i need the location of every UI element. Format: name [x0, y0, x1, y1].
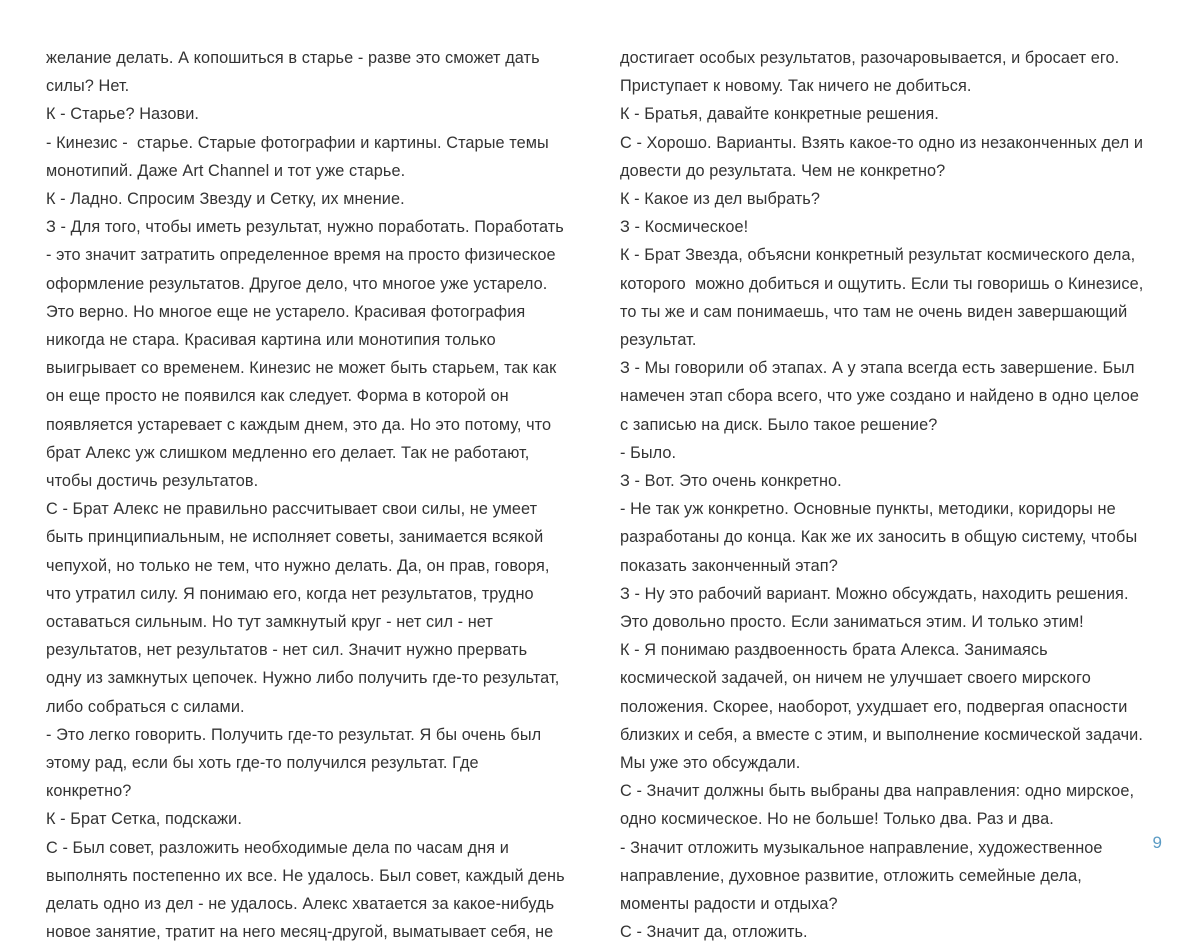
text-line: - Не так уж конкретно. Основные пункты, методики, коридоры не	[620, 500, 1116, 519]
text-line: К - Какое из дел выбрать?	[620, 190, 821, 209]
text-line: результат.	[620, 331, 697, 350]
text-line: то ты же и сам понимаешь, что там не очень виден завершающий	[620, 302, 1128, 321]
text-line: брат Алекс уж слишком медленно его делает. Так не работают,	[46, 443, 530, 462]
text-line: Мы уже это обсуждали.	[620, 754, 801, 773]
text-line: желание делать. А копошиться в старье - разве это сможет дать	[46, 49, 540, 67]
text-line: монотипий. Даже Art Channel и тот уже старье.	[46, 161, 406, 180]
text-line: с записью на диск. Было такое решение?	[620, 415, 938, 434]
text-line: К - Я понимаю раздвоенность брата Алекса. Занимаясь	[620, 641, 1048, 660]
text-line: он еще просто не появился как следует. Форма в которой он	[46, 387, 509, 406]
text-line: - это значит затратить определенное время на просто физическое	[46, 246, 556, 265]
text-line: показать законченный этап?	[620, 556, 838, 575]
text-line: никогда не стара. Красивая картина или монотипия только	[46, 331, 496, 350]
text-line: этому рад, если бы хоть где-то получился результат. Где	[46, 754, 479, 773]
text-line: довести до результата. Чем не конкретно?	[620, 161, 946, 180]
text-line: - Это легко говорить. Получить где-то результат. Я бы очень был	[46, 725, 542, 744]
text-line: З - Ну это рабочий вариант. Можно обсуждать, находить решения.	[620, 584, 1129, 603]
text-line: - Значит отложить музыкальное направление, художественное	[620, 838, 1103, 857]
text-line: З - Вот. Это очень конкретно.	[620, 472, 842, 491]
text-line: оформление результатов. Другое дело, что многое уже устарело.	[46, 274, 548, 293]
text-line: близких и себя, а вместе с этим, и выполнение космической задачи.	[620, 725, 1143, 744]
text-line: выполнять постепенно их все. Не удалось. Был совет, каждый день	[46, 866, 565, 885]
text-line: З - Для того, чтобы иметь результат, нужно поработать. Поработать	[46, 218, 564, 237]
text-line: К - Брат Звезда, объясни конкретный результат космического дела,	[620, 246, 1136, 265]
text-line: которого можно добиться и ощутить. Если ты говоришь о Кинезисе,	[620, 274, 1144, 293]
right-text-column	[620, 44, 1155, 947]
text-line: З - Мы говорили об этапах. А у этапа всегда есть завершение. Был	[620, 359, 1135, 378]
text-line: конкретно?	[46, 782, 132, 801]
text-line: С - Значит да, отложить.	[620, 923, 808, 942]
text-line: Приступает к новому. Так ничего не добиться.	[620, 77, 972, 96]
text-line: быть принципиальным, не исполняет советы, занимается всякой	[46, 528, 544, 547]
text-line: С - Был совет, разложить необходимые дела по часам дня и	[46, 838, 509, 857]
text-line: - Кинезис - старье. Старые фотографии и картины. Старые темы	[46, 133, 549, 152]
text-line: Это верно. Но многое еще не устарело. Красивая фотография	[46, 302, 526, 321]
text-line: Это довольно просто. Если заниматься этим. И только этим!	[620, 613, 1084, 632]
text-line: результатов, нет результатов - нет сил. Значит нужно прервать	[46, 641, 528, 660]
text-line: одно космическое. Но не больше! Только два. Раз и два.	[620, 810, 1054, 829]
text-line: силы? Нет.	[46, 77, 130, 96]
left-text-column	[46, 44, 581, 947]
text-line: что утратил силу. Я понимаю его, когда нет результатов, трудно	[46, 584, 534, 603]
text-line: новое занятие, тратит на него месяц-другой, выматывает себя, не	[46, 923, 554, 942]
text-line: К - Брат Сетка, подскажи.	[46, 810, 242, 829]
text-line: С - Значит должны быть выбраны два направления: одно мирское,	[620, 782, 1135, 801]
text-line: направление, духовное развитие, отложить семейные дела,	[620, 866, 1082, 885]
text-line: делать одно из дел - не удалось. Алекс хватается за какое-нибудь	[46, 895, 555, 914]
text-line: К - Ладно. Спросим Звезду и Сетку, их мнение.	[46, 190, 405, 209]
text-line: либо собраться с силами.	[46, 697, 245, 716]
text-line: появляется устаревает с каждым днем, это да. Но это потому, что	[46, 415, 552, 434]
text-line: - Было.	[620, 443, 677, 462]
text-line: К - Братья, давайте конкретные решения.	[620, 105, 939, 124]
page-number: 9	[1152, 833, 1162, 852]
text-line: одну из замкнутых цепочек. Нужно либо получить где-то результат,	[46, 669, 560, 688]
text-line: намечен этап сбора всего, что уже создано и найдено в одно целое	[620, 387, 1139, 406]
text-line: С - Хорошо. Варианты. Взять какое-то одно из незаконченных дел и	[620, 133, 1144, 152]
two-column-body	[46, 44, 1156, 947]
text-line: моменты радости и отдыха?	[620, 895, 838, 914]
text-line: разработаны до конца. Как же их заносить в общую систему, чтобы	[620, 528, 1138, 547]
text-line: К - Старье? Назови.	[46, 105, 199, 124]
text-line: космической задачей, он ничем не улучшает своего мирского	[620, 669, 1091, 688]
text-line: достигает особых результатов, разочаровывается, и бросает его.	[620, 49, 1120, 67]
text-line: оставаться сильным. Но тут замкнутый круг - нет сил - нет	[46, 613, 493, 632]
text-line: чепухой, но только не тем, что нужно делать. Да, он прав, говоря,	[46, 556, 550, 575]
text-line: выигрывает со временем. Кинезис не может быть старьем, так как	[46, 359, 557, 378]
text-line: положения. Скорее, наоборот, ухудшает его, подвергая опасности	[620, 697, 1128, 716]
text-line: чтобы достичь результатов.	[46, 472, 259, 491]
text-line: З - Космическое!	[620, 218, 749, 237]
text-line: С - Брат Алекс не правильно рассчитывает свои силы, не умеет	[46, 500, 538, 519]
